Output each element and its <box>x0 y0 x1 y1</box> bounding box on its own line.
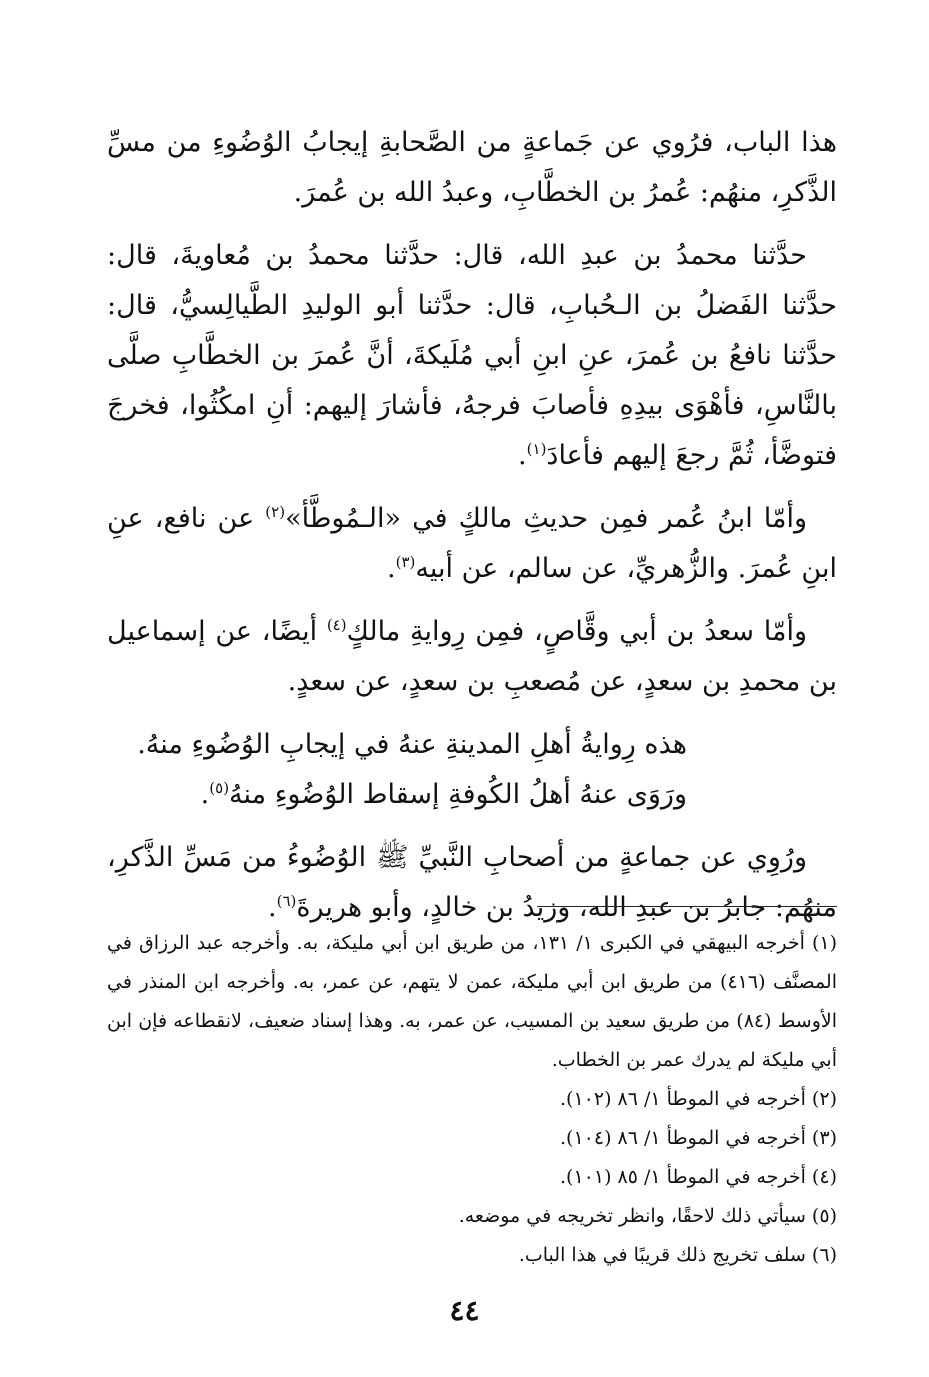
paragraph-7 <box>107 833 837 933</box>
footnote-ref-6[interactable]: (٦) <box>276 892 297 910</box>
paragraph-1 <box>107 118 837 218</box>
paragraph-6-text: ورَوَى عنهُ أهلُ الكُوفةِ إسقاط الوُضُوءِ منهُ <box>229 779 687 810</box>
paragraph-1-text: هذا الباب، فرُوي عن جَماعةٍ من الصَّحابةِ إيجابُ الوُضُوءِ من مسِّ الذَّكرِ، منهُم: عُمرُ بن الخطَّابِ، وعبدُ الله بن عُمرَ. <box>107 127 837 208</box>
paragraph-2-text: حدَّثنا محمدُ بن عبدِ الله، قال: حدَّثنا محمدُ بن مُعاويةَ، قال: حدَّثنا الفَضلُ بن الـحُبابِ، قال: حدَّثنا أبو الوليدِ الطَّيالِسيُّ، قال: حدَّثنا نافعُ بن عُمرَ، عنِ ابنِ أبي مُلَيكةَ، أنَّ عُمرَ بن الخطَّابِ صلَّى بالنَّاسِ، فأهْوَى بيدِهِ فأصابَ فرجهُ، فأشارَ إليهم: أنِ امكُثُوا، فخرجَ فتوضَّأ، ثُمَّ رجعَ إليهم فأعادَ <box>107 240 837 471</box>
paragraph-5 <box>107 720 837 770</box>
footnote-ref-5[interactable]: (٥) <box>209 779 230 797</box>
paragraph-4-text: وأمّا سعدُ بن أبي وقَّاصٍ، فمِن رِوايةِ مالكٍ <box>346 616 807 647</box>
paragraph-6-tail: . <box>200 779 210 810</box>
footnote-ref-4[interactable]: (٤) <box>326 616 347 634</box>
footnote-1: (١) أخرجه البيهقي في الكبرى ١/ ١٣١، من طريق ابن أبي مليكة، به. وأخرجه عبد الرزاق في المصنَّف (٤١٦) من طريق ابن أبي مليكة، عمن لا يتهم، عن عمر، به. وأخرجه ابن المنذر في الأوسط (٨٤) من طريق سعيد بن المسيب، عن عمر، به. وهذا إسناد ضعيف، لانقطاعه فإن ابن أبي مليكة لم يدرك عمر بن الخطاب. <box>107 932 837 1071</box>
paragraph-4-tail: أيضًا، عن إسماعيل بن محمدِ بن سعدٍ، عن مُصعبِ بن سعدٍ، عن سعدٍ. <box>107 616 837 697</box>
footnotes <box>107 924 837 1275</box>
main-text <box>107 118 837 946</box>
footnote-5: (٥) سيأتي ذلك لاحقًا، وانظر تخريجه في موضعه. <box>458 1205 837 1227</box>
paragraph-3-tail: عن نافع، عنِ ابنِ عُمرَ. والزُّهريِّ، عن سالم، عن أبيه <box>107 503 837 584</box>
paragraph-3 <box>107 494 837 594</box>
footnote-ref-3[interactable]: (٣) <box>395 553 416 571</box>
paragraph-4 <box>107 607 837 707</box>
footnote-ref-1[interactable]: (١) <box>526 440 547 458</box>
paragraph-5-text: هذه رِوايةُ أهلِ المدينةِ عنهُ في إيجابِ الوُضُوءِ منهُ. <box>137 729 687 760</box>
paragraph-2-tail: . <box>518 440 527 471</box>
page-number: ٤٤ <box>449 1294 480 1327</box>
footnote-4: (٤) أخرجه في الموطأ ١/ ٨٥ (١٠١). <box>560 1166 837 1188</box>
footnote-divider <box>537 906 837 907</box>
paragraph-2 <box>107 231 837 481</box>
paragraph-6 <box>107 770 837 820</box>
paragraph-7-tail: . <box>268 892 277 923</box>
paragraph-3-text: وأمّا ابنُ عُمر فمِن حديثِ مالكٍ في «الـمُوطَّأ» <box>285 503 808 534</box>
footnote-6: (٦) سلف تخريج ذلك قريبًا في هذا الباب. <box>518 1244 837 1266</box>
footnote-ref-2[interactable]: (٢) <box>265 503 286 521</box>
paragraph-3-tail-2: . <box>386 553 396 584</box>
paragraph-7-text: ورُوِي عن جماعةٍ من أصحابِ النَّبيِّ ﷺ الوُضُوءُ من مَسِّ الذَّكرِ، منهُم: جابرُ بن عبدِ الله، وزيدُ بن خالدٍ، وأبو هريرةَ <box>107 842 837 923</box>
footnote-3: (٣) أخرجه في الموطأ ١/ ٨٦ (١٠٤). <box>560 1127 837 1149</box>
footnote-2: (٢) أخرجه في الموطأ ١/ ٨٦ (١٠٢). <box>560 1088 837 1110</box>
